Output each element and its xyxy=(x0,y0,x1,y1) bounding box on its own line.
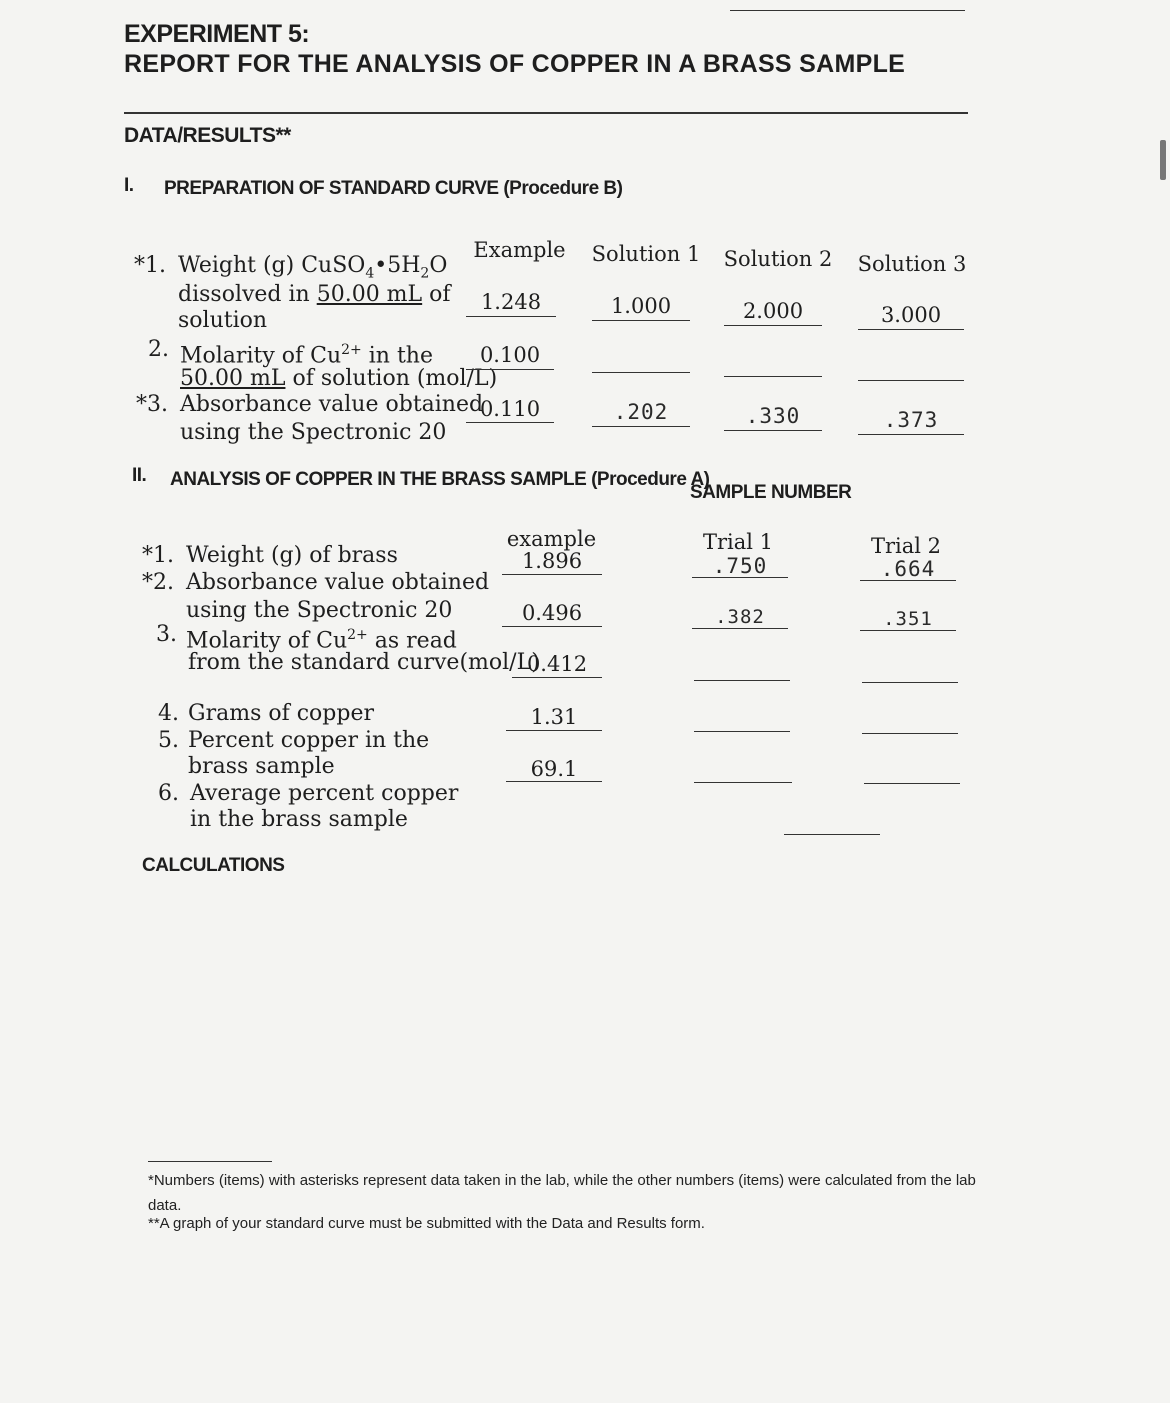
row3-solution1-handwritten: .202 xyxy=(613,400,669,424)
s2-row2-example: 0.496 xyxy=(521,601,583,625)
row2-solution1-line xyxy=(592,372,690,373)
s2-row5-label-line1: Percent copper in the xyxy=(188,728,430,753)
row2-label-line2: 50.00 mL of solution (mol/L) xyxy=(180,366,498,391)
s2-row4-number: 4. xyxy=(158,701,179,726)
s2-row5-example: 69.1 xyxy=(530,757,578,781)
s2-row5-example-line xyxy=(506,781,602,782)
row1-solution2-value: 2.000 xyxy=(742,299,804,323)
s2-row5-number: 5. xyxy=(158,728,179,753)
row1-example-value: 1.248 xyxy=(480,290,542,314)
row1-number: *1. xyxy=(134,253,166,278)
s2-row1-number: *1. xyxy=(142,543,174,568)
page-title: REPORT FOR THE ANALYSIS OF COPPER IN A BRASS SAMPLE xyxy=(124,50,906,78)
row2-solution3-line xyxy=(858,380,964,381)
row3-label-line2: using the Spectronic 20 xyxy=(180,420,447,445)
row2-number: 2. xyxy=(148,337,169,362)
section2-title: ANALYSIS OF COPPER IN THE BRASS SAMPLE (Procedure A) xyxy=(170,469,710,490)
s2-row3-trial1-line xyxy=(694,680,790,681)
s2-row6-label-line2: in the brass sample xyxy=(190,807,408,832)
s2-row6-average-line xyxy=(784,834,880,835)
s2-row1-trial1: .750 xyxy=(712,554,768,578)
row3-label-line1: Absorbance value obtained xyxy=(180,392,484,417)
s2-row4-example-line xyxy=(506,730,602,731)
data-results-heading: DATA/RESULTS** xyxy=(124,124,291,147)
s2-row6-label-line1: Average percent copper xyxy=(190,781,459,806)
row1-label-line1: Weight (g) $CuSO_4•5H_2O$ xyxy=(178,253,448,282)
s2-row4-example: 1.31 xyxy=(530,705,578,729)
col-header-example-2: example xyxy=(506,527,597,551)
s2-row1-example: 1.896 xyxy=(521,549,583,573)
row3-solution3-line xyxy=(858,434,964,435)
row3-number: *3. xyxy=(136,392,168,417)
s2-row4-label: Grams of copper xyxy=(188,701,375,726)
row3-example-line xyxy=(466,422,554,423)
row1-solution2-line xyxy=(724,325,822,326)
row1-label-line2: dissolved in 50.00 mL of xyxy=(178,282,451,307)
s2-row3-example-line xyxy=(512,677,602,678)
s2-row1-example-line xyxy=(502,574,602,575)
row3-solution2-line xyxy=(724,430,822,431)
experiment-label: EXPERIMENT 5: xyxy=(124,20,310,48)
section1-numeral: I. xyxy=(124,175,134,196)
s2-row5-label-line2: brass sample xyxy=(188,754,335,779)
row2-example-value: 0.100 xyxy=(479,343,541,367)
s2-row2-trial2: .351 xyxy=(883,608,933,630)
section2-numeral: II. xyxy=(132,465,147,486)
row1-solution1-value: 1.000 xyxy=(610,294,672,318)
row1-solution1-line xyxy=(592,320,690,321)
row3-example-value: 0.110 xyxy=(479,397,541,421)
s2-row3-trial2-line xyxy=(862,682,958,683)
col-header-trial-2: Trial 2 xyxy=(870,534,942,558)
col-header-solution-3: Solution 3 xyxy=(857,252,967,276)
section1-title: PREPARATION OF STANDARD CURVE (Procedure B) xyxy=(164,178,623,199)
footnote-asterisk-line1: *Numbers (items) with asterisks represent data taken in the lab, while the other numbers (items) were calculated from the lab xyxy=(148,1172,976,1189)
s2-row2-trial1: .382 xyxy=(715,606,765,628)
s2-row4-trial1-line xyxy=(694,731,790,732)
title-underline xyxy=(124,112,968,114)
row3-solution2-handwritten: .330 xyxy=(745,404,801,428)
col-header-solution-2: Solution 2 xyxy=(723,247,833,271)
s2-row3-label-line2: from the standard curve(mol/L) xyxy=(188,650,540,675)
row1-solution3-value: 3.000 xyxy=(880,303,942,327)
row3-solution3-handwritten: .373 xyxy=(883,408,939,432)
page-edge-mark xyxy=(1160,140,1166,180)
s2-row6-number: 6. xyxy=(158,781,179,806)
row2-solution2-line xyxy=(724,376,822,377)
col-header-trial-1: Trial 1 xyxy=(702,530,774,554)
s2-row4-trial2-line xyxy=(862,733,958,734)
s2-row1-trial2-line xyxy=(860,580,956,581)
s2-row5-trial1-line xyxy=(694,782,792,783)
row3-solution1-line xyxy=(592,426,690,427)
row1-label-line3: solution xyxy=(178,308,268,333)
s2-row5-trial2-line xyxy=(864,783,960,784)
s2-row2-label-line2: using the Spectronic 20 xyxy=(186,598,453,623)
s2-row2-number: *2. xyxy=(142,570,174,595)
col-header-solution-1: Solution 1 xyxy=(591,242,701,266)
s2-row2-example-line xyxy=(502,626,602,627)
s2-row3-label-line1: Molarity of $Cu^{2+}$ as read xyxy=(186,627,457,654)
s2-row1-trial1-line xyxy=(692,577,788,578)
footnote-double-asterisk: **A graph of your standard curve must be submitted with the Data and Results form. xyxy=(148,1215,705,1232)
footnote-rule xyxy=(148,1161,272,1162)
sample-number-heading: SAMPLE NUMBER xyxy=(690,482,852,503)
s2-row2-trial1-line xyxy=(692,628,788,629)
s2-row1-trial2: .664 xyxy=(880,557,936,581)
row2-example-line xyxy=(466,369,554,370)
row1-solution3-line xyxy=(858,329,964,330)
s2-row3-number: 3. xyxy=(156,622,177,647)
col-header-example: Example xyxy=(473,238,566,262)
calculations-heading: CALCULATIONS xyxy=(142,855,285,876)
s2-row2-label-line1: Absorbance value obtained xyxy=(186,570,490,595)
footnote-asterisk-line2: data. xyxy=(148,1197,182,1214)
s2-row1-label: Weight (g) of brass xyxy=(186,543,398,568)
top-rule xyxy=(730,10,965,11)
row1-example-line xyxy=(466,316,556,317)
row2-label-line1: Molarity of $Cu^{2+}$ in the xyxy=(180,342,433,369)
s2-row3-example: 0.412 xyxy=(526,652,588,676)
s2-row2-trial2-line xyxy=(860,630,956,631)
